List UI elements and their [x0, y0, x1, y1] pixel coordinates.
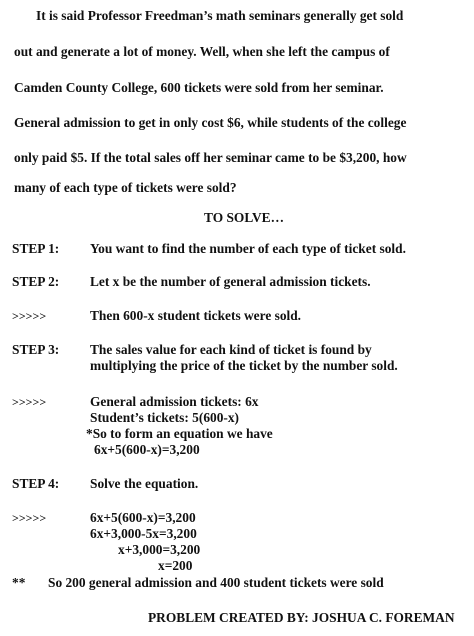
- problem-credit: PROBLEM CREATED BY: JOSHUA C. FOREMAN: [148, 610, 455, 625]
- problem-line-2: out and generate a lot of money. Well, when she left the campus of: [14, 44, 390, 59]
- work-line-2: 6x+3,000-5x=3,200: [90, 526, 197, 541]
- step-1-label: STEP 1:: [12, 241, 60, 256]
- arrow-2-equation: 6x+5(600-x)=3,200: [94, 442, 200, 457]
- arrow-2-line-2: Student’s tickets: 5(600-x): [90, 410, 240, 425]
- problem-line-6: many of each type of tickets were sold?: [14, 180, 237, 195]
- arrow-1-label: >>>>>: [12, 309, 47, 323]
- problem-line-5: only paid $5. If the total sales off her seminar came to be $3,200, how: [14, 150, 407, 165]
- step-4-label: STEP 4:: [12, 476, 60, 491]
- problem-line-4: General admission to get in only cost $6, while students of the college: [14, 115, 407, 130]
- step-2-text: Let x be the number of general admission tickets.: [90, 274, 371, 289]
- step-2-label: STEP 2:: [12, 274, 60, 289]
- step-1-text: You want to find the number of each type of ticket sold.: [90, 241, 406, 256]
- step-3-line-2: multiplying the price of the ticket by the number sold.: [90, 358, 398, 373]
- work-line-1: 6x+5(600-x)=3,200: [90, 510, 196, 525]
- arrow-2-line-1: General admission tickets: 6x: [90, 394, 259, 409]
- to-solve-heading: TO SOLVE…: [204, 210, 285, 225]
- arrow-3-label: >>>>>: [12, 511, 47, 525]
- conclusion-marker: **: [12, 575, 26, 590]
- arrow-2-line-3: *So to form an equation we have: [86, 426, 273, 441]
- arrow-1-text: Then 600-x student tickets were sold.: [90, 308, 302, 323]
- work-line-3: x+3,000=3,200: [118, 542, 201, 557]
- problem-line-1: It is said Professor Freedman’s math seminars generally get sold: [36, 8, 404, 23]
- conclusion-text: So 200 general admission and 400 student tickets were sold: [48, 575, 384, 590]
- arrow-2-label: >>>>>: [12, 395, 47, 409]
- step-3-label: STEP 3:: [12, 342, 60, 357]
- problem-line-3: Camden County College, 600 tickets were sold from her seminar.: [14, 80, 384, 95]
- step-4-text: Solve the equation.: [90, 476, 199, 491]
- work-line-4: x=200: [158, 558, 193, 573]
- step-3-line-1: The sales value for each kind of ticket is found by: [90, 342, 372, 357]
